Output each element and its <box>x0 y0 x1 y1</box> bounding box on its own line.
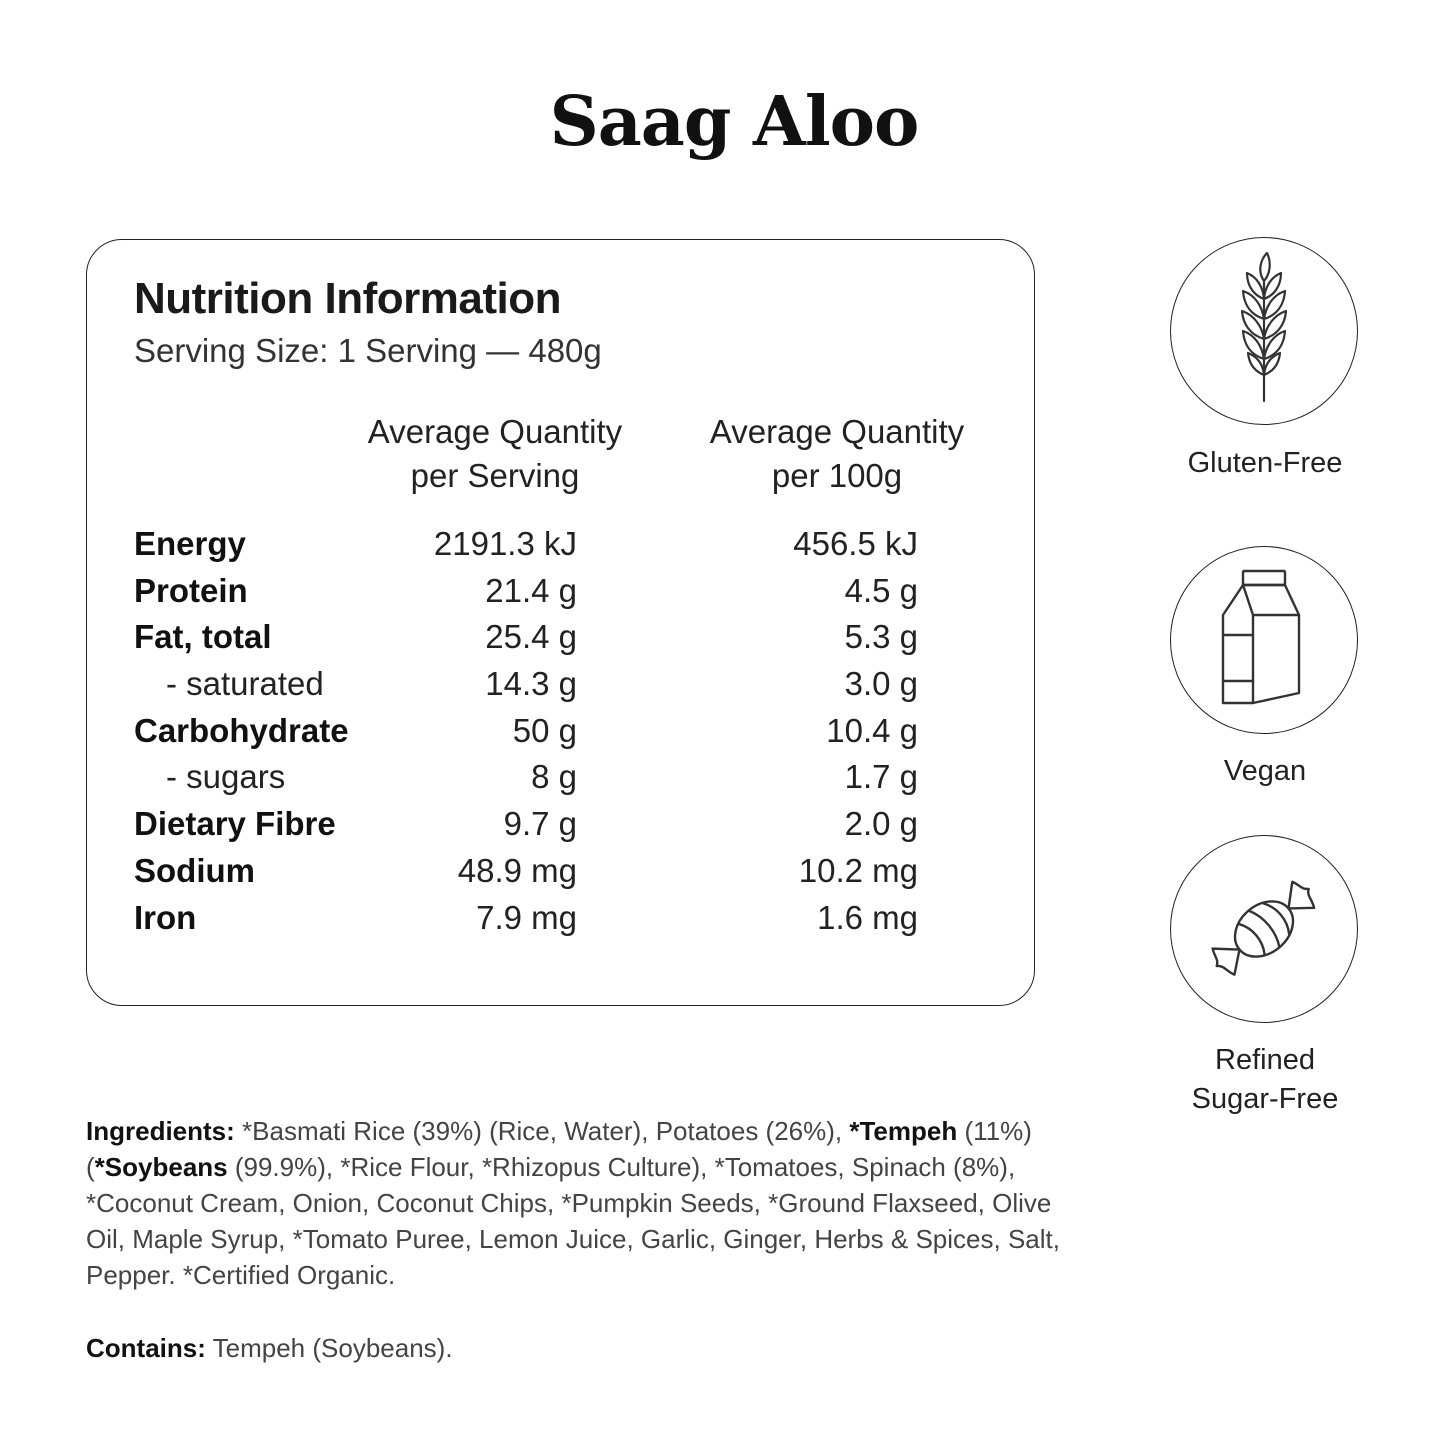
nutrient-name: - sugars <box>166 758 286 796</box>
nutrient-row-carbohydrate <box>134 712 984 759</box>
ingredients-text <box>86 1113 1096 1293</box>
per-serving-value: 50 g <box>512 711 577 749</box>
column-header-per-serving <box>345 410 645 498</box>
nutrient-name: Dietary Fibre <box>134 805 336 843</box>
nutrition-panel <box>86 239 1035 1006</box>
nutrient-row-sodium <box>134 852 984 899</box>
per-100g-value: 1.7 g <box>844 758 918 796</box>
candy-icon <box>1194 859 1334 999</box>
badge-label-line: Refined <box>1215 1044 1315 1076</box>
column-header-per-100g <box>687 410 987 498</box>
ingredients-bold: *Soybeans <box>94 1152 228 1182</box>
per-100g-value: 5.3 g <box>844 618 918 656</box>
per-serving-value: 9.7 g <box>503 805 577 843</box>
gluten-free-badge <box>1170 237 1360 479</box>
per-serving-value: 25.4 g <box>485 618 577 656</box>
ingredients-part: (11%) ( <box>86 1116 1032 1182</box>
nutrient-name: - saturated <box>166 665 324 703</box>
badge-label <box>1140 1041 1390 1119</box>
nutrient-name: Fat, total <box>134 618 272 656</box>
badge-label-line: Sugar-Free <box>1191 1083 1339 1115</box>
column-header-line: Average Quantity <box>367 413 623 450</box>
nutrient-row-iron <box>134 899 984 946</box>
badge-circle <box>1170 835 1358 1023</box>
per-serving-value: 7.9 mg <box>476 898 577 936</box>
nutrient-row-fat-total <box>134 618 984 665</box>
nutrient-row-saturated <box>134 665 984 712</box>
nutrition-heading: Nutrition Information <box>134 274 561 323</box>
per-100g-value: 10.4 g <box>826 711 918 749</box>
refined-sugar-free-badge <box>1170 835 1360 1115</box>
wheat-icon <box>1209 251 1319 411</box>
nutrition-table <box>134 525 984 945</box>
per-serving-value: 8 g <box>531 758 577 796</box>
nutrient-row-dietary-fibre <box>134 805 984 852</box>
per-100g-value: 456.5 kJ <box>793 525 918 562</box>
ingredients-bold: *Tempeh <box>849 1116 958 1146</box>
per-100g-value: 10.2 mg <box>798 851 918 889</box>
vegan-badge <box>1170 546 1360 787</box>
nutrient-name: Energy <box>134 525 246 562</box>
nutrient-row-protein <box>134 572 984 619</box>
contains-text: Tempeh (Soybeans). <box>205 1333 453 1363</box>
per-serving-value: 14.3 g <box>485 665 577 703</box>
allergen-statement <box>86 1330 453 1366</box>
badge-circle <box>1170 237 1358 425</box>
ingredients-part: (99.9%), *Rice Flour, *Rhizopus Culture), *Tomatoes, Spinach (8%), *Coconut Cream, Onion, Coconut Chips, *Pumpkin Seeds, *Ground Flaxseed, Olive Oil, Maple Syrup, *Tomato Puree, Lemon Juice, Garlic, Ginger, Herbs & Spices, Salt, Pepper. *Certified Organic. <box>86 1152 1060 1290</box>
column-header-line: per Serving <box>410 457 580 494</box>
badge-label: Vegan <box>1223 755 1307 787</box>
ingredients-part: *Basmati Rice (39%) (Rice, Water), Potatoes (26%), <box>234 1116 850 1146</box>
badge-circle <box>1170 546 1358 734</box>
per-serving-value: 21.4 g <box>485 571 577 609</box>
ingredients-label: Ingredients: <box>86 1116 235 1146</box>
nutrient-name: Protein <box>134 571 248 609</box>
badge-label: Gluten-Free <box>1187 447 1343 479</box>
nutrient-name: Sodium <box>134 851 255 889</box>
column-header-line: Average Quantity <box>709 413 965 450</box>
per-100g-value: 4.5 g <box>844 571 918 609</box>
per-100g-value: 2.0 g <box>844 805 918 843</box>
per-serving-value: 2191.3 kJ <box>433 525 577 562</box>
contains-label: Contains: <box>86 1333 206 1363</box>
column-header-line: per 100g <box>771 457 903 494</box>
page-title: Saag Aloo <box>549 82 919 162</box>
nutrient-row-energy <box>134 525 984 572</box>
per-serving-value: 48.9 mg <box>457 851 577 889</box>
serving-size: Serving Size: 1 Serving — 480g <box>134 332 602 369</box>
per-100g-value: 1.6 mg <box>817 898 918 936</box>
nutrient-name: Carbohydrate <box>134 711 349 749</box>
milk-carton-icon <box>1209 565 1319 715</box>
nutrient-row-sugars <box>134 758 984 805</box>
per-100g-value: 3.0 g <box>844 665 918 703</box>
nutrient-name: Iron <box>134 898 197 936</box>
